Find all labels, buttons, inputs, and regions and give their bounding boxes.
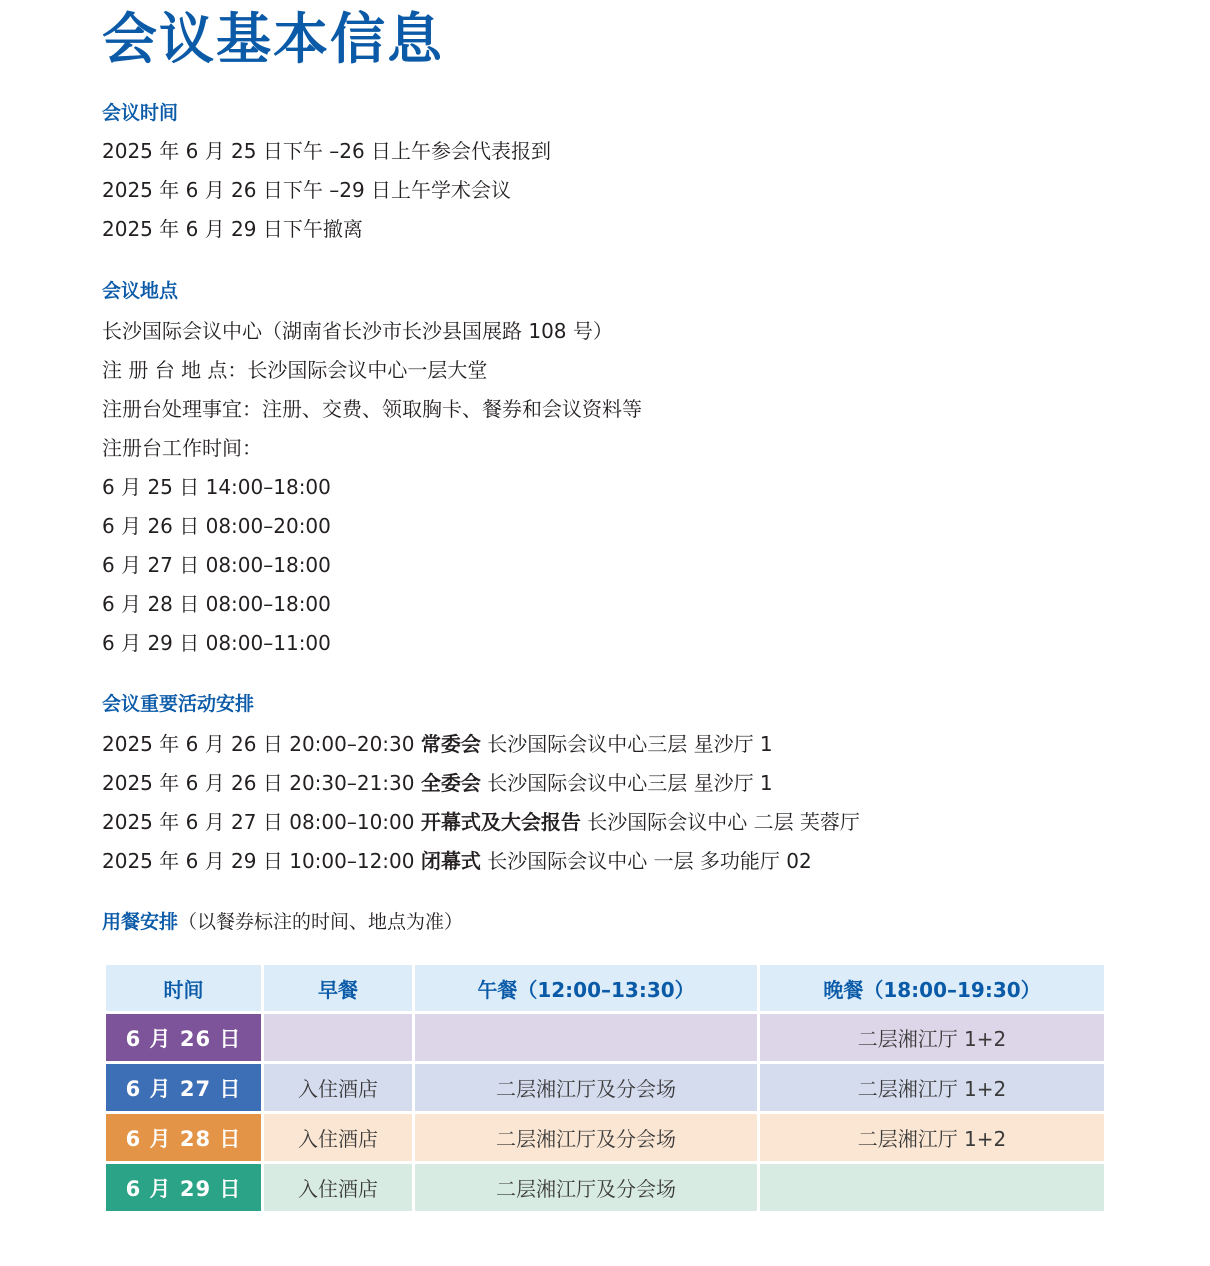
schedule-line: 2025 年 6 月 29 日下午撤离 [102,217,363,241]
activities-list [102,725,860,881]
venue-heading: 会议地点 [102,280,179,302]
column-header-breakfast: 早餐 [264,965,412,1011]
activity-place: 长沙国际会议中心三层 星沙厅 1 [487,732,773,756]
registration-hours-label: 注册台工作时间： [102,436,262,460]
lunch-cell: 二层湘江厅及分会场 [415,1164,757,1211]
dinner-cell: 二层湘江厅 1+2 [760,1064,1104,1111]
column-header-time: 时间 [106,965,261,1011]
meal-table [103,962,1107,1214]
schedule-line: 2025 年 6 月 26 日下午 –29 日上午学术会议 [102,178,512,202]
venue-address: 长沙国际会议中心（湖南省长沙市长沙县国展路 108 号） [102,319,613,343]
page-title: 会议基本信息 [102,7,445,71]
breakfast-cell [264,1014,412,1061]
dinner-cell [760,1164,1104,1211]
activity-time: 2025 年 6 月 29 日 10:00–12:00 [102,849,415,873]
registration-hours-line: 6 月 27 日 08:00–18:00 [102,553,331,577]
activities-heading: 会议重要活动安排 [102,693,255,715]
meal-table-header [106,965,1104,1011]
column-header-dinner: 晚餐（18:00–19:30） [760,965,1104,1011]
registration-hours-line: 6 月 26 日 08:00–20:00 [102,514,331,538]
day-cell: 6 月 27 日 [106,1064,261,1111]
dinner-cell: 二层湘江厅 1+2 [760,1014,1104,1061]
registration-services: 注册台处理事宜：注册、交费、领取胸卡、餐券和会议资料等 [102,397,642,421]
schedule-heading: 会议时间 [102,102,179,124]
registration-place: 注 册 台 地 点：长沙国际会议中心一层大堂 [102,358,488,382]
activity-item [102,842,860,881]
activity-event: 常委会 [420,732,481,756]
column-header-lunch: 午餐（12:00–13:30） [415,965,757,1011]
schedule-line: 2025 年 6 月 25 日下午 –26 日上午参会代表报到 [102,139,552,163]
table-row [106,1164,1104,1211]
table-row [106,1064,1104,1111]
breakfast-cell: 入住酒店 [264,1114,412,1161]
lunch-cell: 二层湘江厅及分会场 [415,1114,757,1161]
activity-item [102,764,860,803]
table-row [106,1114,1104,1161]
activity-item [102,803,860,842]
registration-hours-line: 6 月 29 日 08:00–11:00 [102,631,331,655]
table-row [106,1014,1104,1061]
activity-place: 长沙国际会议中心三层 星沙厅 1 [487,771,773,795]
activity-event: 全委会 [420,771,481,795]
lunch-cell: 二层湘江厅及分会场 [415,1064,757,1111]
breakfast-cell: 入住酒店 [264,1064,412,1111]
activity-event: 闭幕式 [420,849,481,873]
day-cell: 6 月 28 日 [106,1114,261,1161]
breakfast-cell: 入住酒店 [264,1164,412,1211]
day-cell: 6 月 29 日 [106,1164,261,1211]
registration-hours-line: 6 月 28 日 08:00–18:00 [102,592,331,616]
schedule-list [102,132,551,249]
activity-place: 长沙国际会议中心 一层 多功能厅 02 [487,849,812,873]
meals-heading-text: 用餐安排 [102,911,179,933]
day-cell: 6 月 26 日 [106,1014,261,1061]
meals-note: （以餐券标注的时间、地点为准） [178,911,464,933]
activity-time: 2025 年 6 月 27 日 08:00–10:00 [102,810,415,834]
venue-list [102,312,642,663]
activity-time: 2025 年 6 月 26 日 20:00–20:30 [102,732,415,756]
lunch-cell [415,1014,757,1061]
registration-hours-line: 6 月 25 日 14:00–18:00 [102,475,331,499]
activity-item [102,725,860,764]
activity-time: 2025 年 6 月 26 日 20:30–21:30 [102,771,415,795]
activity-place: 长沙国际会议中心 二层 芙蓉厅 [587,810,860,834]
meals-heading [102,910,463,934]
dinner-cell: 二层湘江厅 1+2 [760,1114,1104,1161]
activity-event: 开幕式及大会报告 [420,810,581,834]
